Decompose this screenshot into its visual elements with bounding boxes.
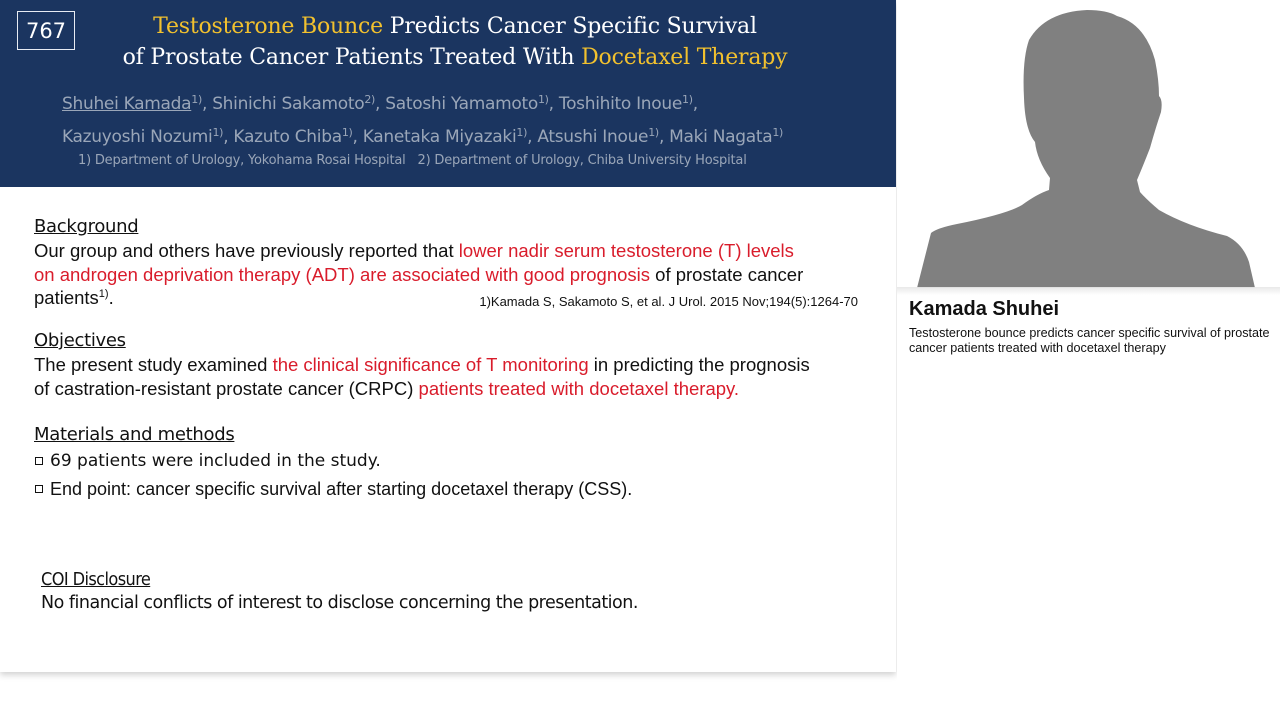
photo-divider: [897, 287, 1280, 295]
separator: ,: [223, 127, 234, 147]
author-list: [62, 88, 882, 154]
title-line-2: [60, 42, 850, 73]
title-text-1: Predicts Cancer Specific Survival: [382, 14, 757, 39]
author-name: Shuhei Kamada: [62, 94, 192, 114]
presenter-name: Kamada Shuhei: [909, 298, 1060, 320]
citation-mark: 1): [98, 288, 109, 300]
author-affiliation-mark: 1): [682, 93, 693, 106]
coi-heading: COI Disclosure: [41, 569, 151, 590]
author-name: Kazuto Chiba: [233, 127, 342, 147]
author-affiliation-mark: 1): [212, 126, 224, 139]
author-affiliation-mark: 1): [516, 126, 528, 139]
objectives-emphasis: patients treated with docetaxel therapy.: [418, 377, 740, 399]
methods-heading: Materials and methods: [34, 424, 235, 445]
methods-section: [34, 423, 874, 503]
affiliation-1: 1) Department of Urology, Yokohama Rosai Hospital: [78, 153, 406, 168]
objectives-section: [34, 329, 874, 400]
author-name: Maki Nagata: [669, 127, 773, 147]
background-heading: Background: [34, 216, 139, 237]
separator: ,: [658, 127, 670, 147]
square-bullet-icon: [35, 457, 43, 465]
author-name: Toshihito Inoue: [558, 94, 683, 114]
separator: ,: [375, 94, 386, 114]
author-name: Atsushi Inoue: [537, 127, 649, 147]
background-text-part: of prostate cancer: [650, 263, 804, 285]
presenter-panel: [897, 0, 1280, 720]
reference-citation: 1)Kamada S, Sakamoto S, et al. J Urol. 2015 Nov;194(5):1264-70: [479, 294, 858, 309]
separator: ,: [527, 127, 538, 147]
author-name: Satoshi Yamamoto: [385, 94, 538, 114]
separator: ,: [548, 94, 559, 114]
title-line-1: [60, 11, 850, 42]
bullet-text: 69 patients were included in the study.: [50, 451, 381, 471]
coi-section: [41, 569, 881, 613]
author-line-2: [62, 121, 882, 154]
background-text-part: .: [108, 287, 114, 308]
poster-header: [0, 0, 896, 187]
author-name: Shinichi Sakamoto: [212, 94, 365, 114]
presenter-photo: [897, 0, 1280, 288]
author-affiliation-mark: 1): [341, 126, 353, 139]
author-line-1: [62, 88, 882, 121]
title-text-2: of Prostate Cancer Patients Treated With: [122, 45, 582, 70]
title-highlight-2: Docetaxel Therapy: [581, 45, 788, 70]
author-name: Kazuyoshi Nozumi: [62, 127, 213, 147]
coi-text: No financial conflicts of interest to disclose concerning the presentation.: [41, 593, 638, 613]
presenter-description: Testosterone bounce predicts cancer specific survival of prostate cancer patients treated with docetaxel therapy: [909, 326, 1270, 355]
author-affiliation-mark: 2): [364, 93, 376, 106]
objectives-text: [34, 353, 874, 400]
bullet-text: End point: cancer specific survival after starting docetaxel therapy (CSS).: [50, 479, 633, 499]
objectives-emphasis: the clinical significance of T monitoring: [272, 354, 589, 375]
author-affiliation-mark: 1): [537, 93, 549, 106]
background-emphasis: lower nadir serum testosterone (T) levels: [458, 240, 794, 261]
background-text-part: patients: [34, 287, 99, 308]
methods-bullet: [34, 475, 874, 503]
objectives-heading: Objectives: [34, 330, 126, 351]
separator: ,: [201, 94, 213, 114]
separator: ,: [352, 127, 363, 147]
person-silhouette-icon: [897, 0, 1280, 288]
affiliations: [78, 153, 858, 168]
objectives-text-part: of castration-resistant prostate cancer (CRPC): [34, 377, 419, 399]
objectives-text-part: The present study examined: [34, 354, 273, 375]
author-affiliation-mark: 1): [772, 126, 784, 139]
background-text-part: Our group and others have previously reported that: [34, 240, 459, 261]
poster-title: [60, 11, 850, 73]
methods-bullet: [34, 447, 874, 475]
affiliation-2: 2) Department of Urology, Chiba University Hospital: [417, 153, 747, 168]
background-emphasis: on androgen deprivation therapy (ADT) are associated with good prognosis: [34, 263, 651, 285]
separator: ,: [692, 94, 698, 114]
author-name: Kanetaka Miyazaki: [362, 127, 517, 147]
poster-number-badge: 767: [17, 11, 75, 50]
author-affiliation-mark: 1): [191, 93, 202, 106]
square-bullet-icon: [35, 485, 43, 493]
title-highlight-1: Testosterone Bounce: [153, 14, 383, 39]
author-affiliation-mark: 1): [648, 126, 659, 139]
objectives-text-part: in predicting the prognosis: [588, 354, 810, 375]
